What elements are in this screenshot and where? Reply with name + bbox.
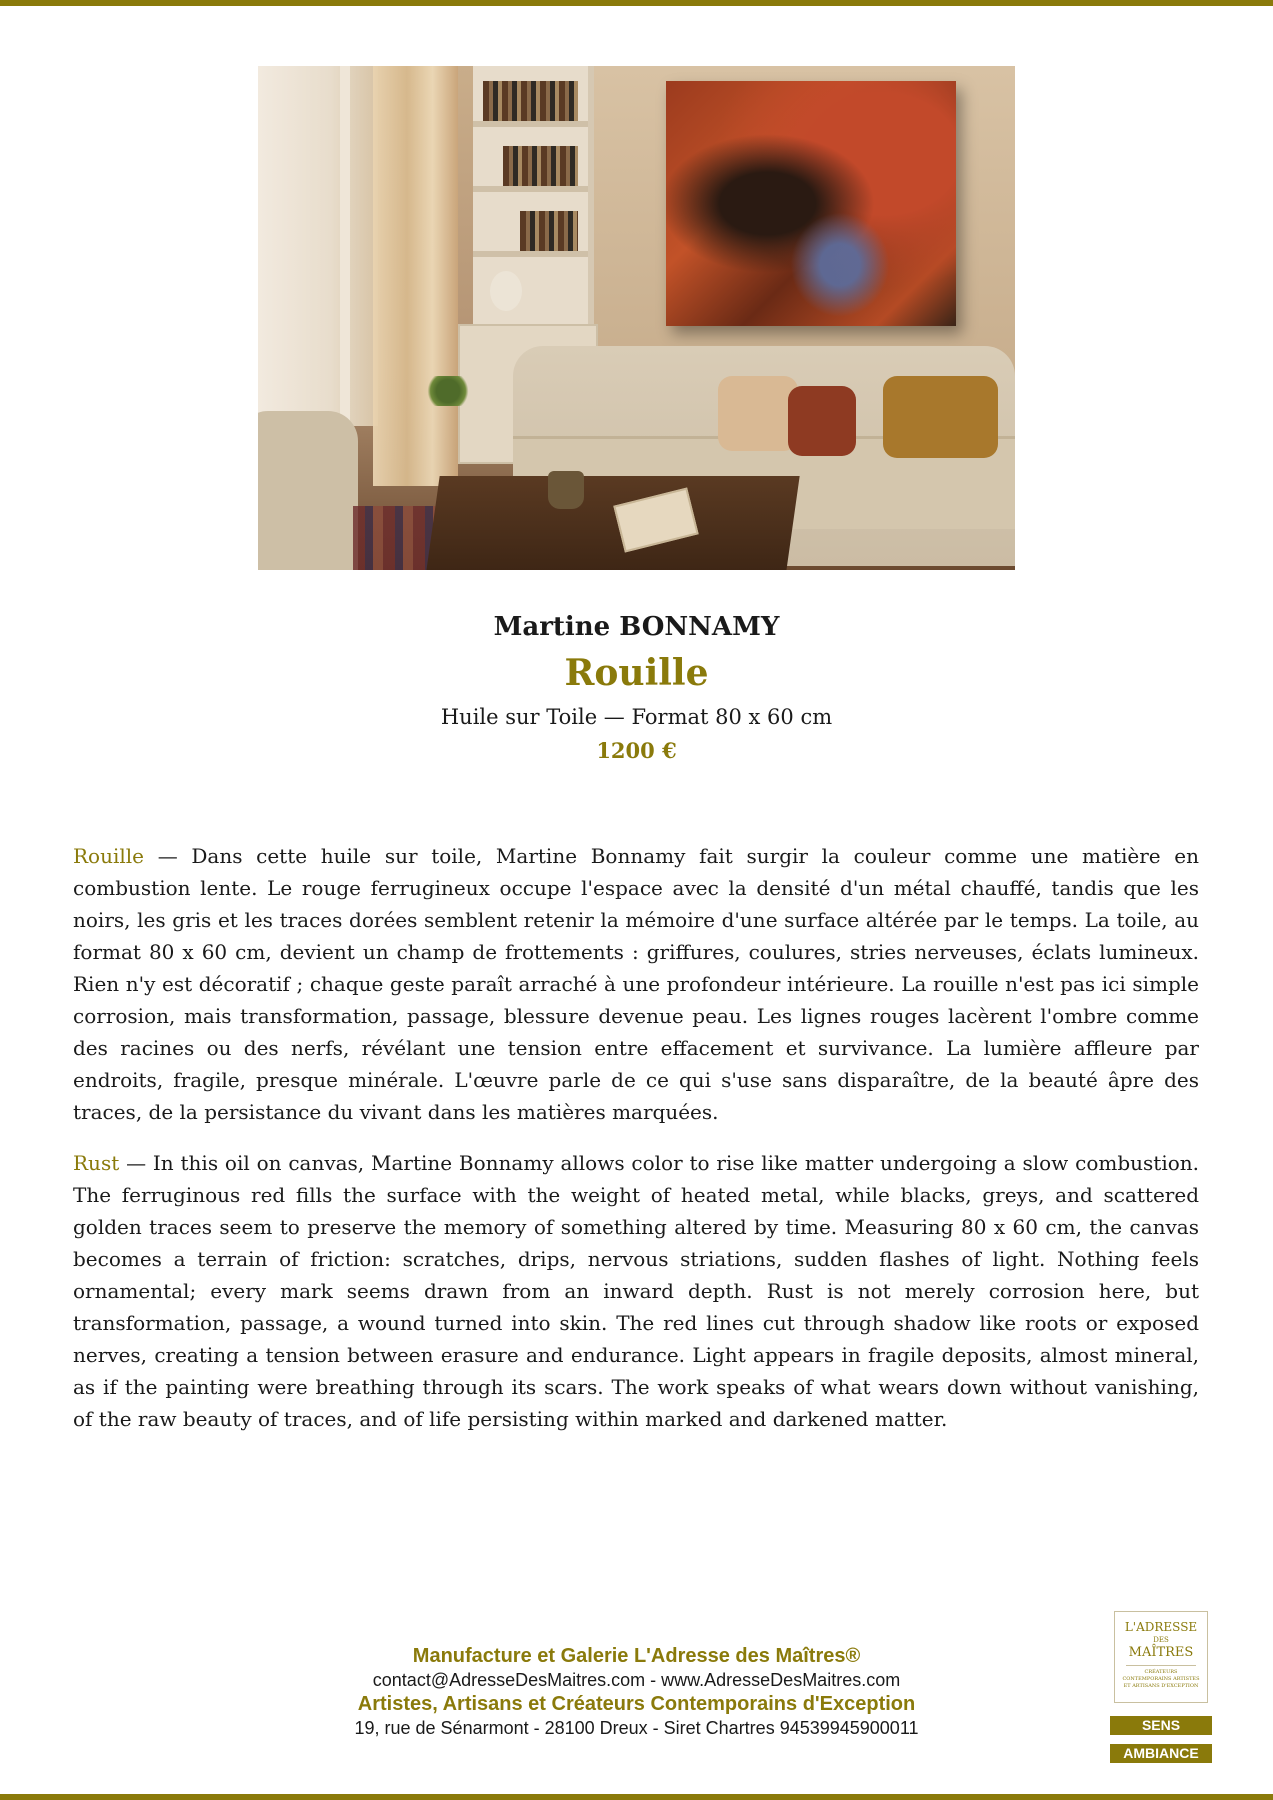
photo-vase <box>490 271 522 311</box>
photo-plant <box>423 376 473 406</box>
photo-pillow <box>788 386 856 456</box>
logo-line-2: DES <box>1153 1636 1169 1644</box>
footer-address: 19, rue de Sénarmont - 28100 Dreux - Siret Chartres 94539945900011 <box>354 1718 919 1738</box>
photo-armchair <box>258 411 358 570</box>
photo-pillow <box>718 376 798 451</box>
top-border <box>0 0 1273 6</box>
footer-tagline: Artistes, Artisans et Créateurs Contemporains d'Exception <box>357 1693 916 1715</box>
bottom-border <box>0 1794 1273 1800</box>
photo-shelf-plank <box>473 121 588 127</box>
artwork-medium-format: Huile sur Toile — Format 80 x 60 cm <box>440 705 833 729</box>
description-en-lead: Rust <box>73 1151 120 1175</box>
logo-line-4: CRÉATEURS CONTEMPORAINS ARTISTES ET ARTISANS D'EXCEPTION <box>1122 1669 1200 1689</box>
photo-mug <box>548 471 584 509</box>
tag-ambiance: AMBIANCE <box>1110 1744 1212 1763</box>
photo-shelf-plank <box>473 251 588 257</box>
logo-rule <box>1126 1665 1196 1666</box>
logo-line-1: L'ADRESSE <box>1124 1620 1198 1634</box>
description-fr-text: — Dans cette huile sur toile, Martine Bonnamy fait surgir la couleur comme une matière en combustion lente. Le rouge ferrugineux occupe l'espace avec la densité d'un métal chauffé, tandis que les noirs, les gris et les traces dorées semblent retenir la mémoire d'une surface altérée par le temps. La toile, au format 80 x 60 cm, devient un champ de frottements : griffures, coulures, stries nerveuses, éclats lumineux. Rien n'y est décoratif ; chaque geste paraît arraché à une profondeur intérieure. La rouille n'est pas ici simple corrosion, mais transformation, passage, blessure devenue peau. Les lignes rouges lacèrent l'ombre comme des racines ou des nerfs, révélant une tension entre effacement et survivance. La lumière affleure par endroits, fragile, presque minérale. L'œuvre parle de ce qui s'use sans disparaître, de la beauté âpre des traces, de la persistance du vivant dans les matières marquées. <box>73 844 1199 1124</box>
artwork-painting <box>666 81 956 326</box>
artwork-price: 1200 € <box>596 738 677 763</box>
description-en <box>73 1147 1199 1435</box>
artist-name: Martine BONNAMY <box>493 612 780 642</box>
footer-contact[interactable]: contact@AdresseDesMaitres.com - www.AdresseDesMaitres.com <box>372 1670 901 1690</box>
photo-window-frame <box>340 66 350 426</box>
photo-pillow <box>883 376 998 458</box>
gallery-logo <box>1114 1611 1208 1703</box>
photo-books <box>520 211 578 251</box>
artwork-title: Rouille <box>564 652 709 694</box>
photo-books <box>503 146 578 186</box>
photo-coffee-table <box>426 476 799 570</box>
photo-books <box>483 81 578 121</box>
description-fr-lead: Rouille <box>73 844 145 868</box>
photo-shelf-plank <box>473 186 588 192</box>
footer-company: Manufacture et Galerie L'Adresse des Maîtres® <box>412 1645 861 1667</box>
photo-window <box>258 66 378 426</box>
logo-line-3: MAÎTRES <box>1128 1645 1194 1660</box>
description-fr <box>73 840 1199 1128</box>
tag-sens: SENS <box>1110 1716 1212 1735</box>
artwork-room-photo <box>258 66 1015 570</box>
photo-curtain <box>373 66 458 486</box>
description-en-text: — In this oil on canvas, Martine Bonnamy allows color to rise like matter undergoing a slow combustion. The ferruginous red fills the surface with the weight of heated metal, while blacks, greys, and scattered golden traces seem to preserve the memory of something altered by time. Measuring 80 x 60 cm, the canvas becomes a terrain of friction: scratches, drips, nervous striations, sudden flashes of light. Nothing feels ornamental; every mark seems drawn from an inward depth. Rust is not merely corrosion here, but transformation, passage, a wound turned into skin. The red lines cut through shadow like roots or exposed nerves, creating a tension between erasure and endurance. Light appears in fragile deposits, almost mineral, as if the painting were breathing through its scars. The work speaks of what wears down without vanishing, of the raw beauty of traces, and of life persisting within marked and darkened matter. <box>73 1151 1199 1431</box>
footer <box>0 1644 1273 1740</box>
